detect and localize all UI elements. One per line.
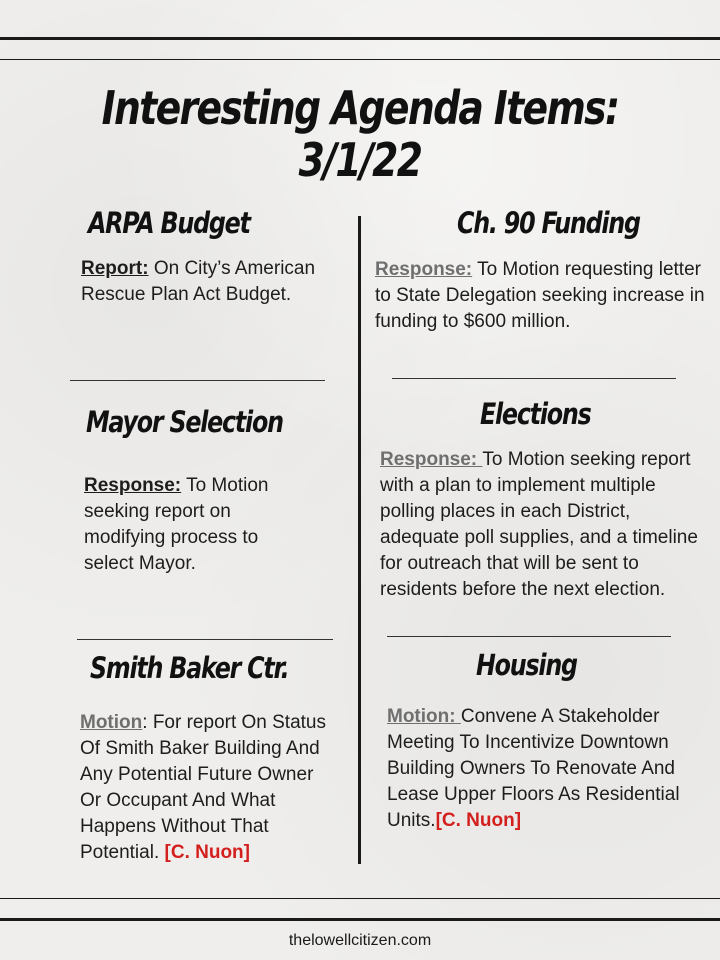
arpa-text: On City’s American Rescue Plan Act Budget. bbox=[81, 258, 316, 305]
smith-text: : For report On Status Of Smith Baker Building And Any Potential Future Owner Or Occupant And What Happens Without That Potential. bbox=[80, 712, 327, 863]
smith-label: Motion bbox=[80, 712, 143, 733]
column-divider bbox=[358, 216, 361, 864]
top-rule-thin bbox=[0, 59, 720, 60]
housing-heading: Housing bbox=[476, 648, 577, 682]
footer-website: thelowellcitizen.com bbox=[288, 932, 432, 949]
bottom-rule-thin bbox=[0, 898, 720, 899]
ch90-body bbox=[375, 257, 705, 335]
mayor-text: To Motion seeking report on modifying process to select Mayor. bbox=[84, 475, 269, 574]
elections-text: To Motion seeking report with a plan to implement multiple polling places in each District, adequate poll supplies, and a timeline for outreach that will be sent to residents before the next election. bbox=[380, 449, 698, 600]
smith-heading: Smith Baker Ctr. bbox=[90, 651, 289, 685]
mayor-heading: Mayor Selection bbox=[86, 405, 283, 439]
housing-label: Motion: bbox=[387, 706, 461, 727]
bottom-rule-thick bbox=[0, 918, 720, 921]
top-rule-thick bbox=[0, 37, 720, 40]
page-title bbox=[65, 82, 655, 186]
arpa-body bbox=[81, 256, 326, 308]
arpa-heading: ARPA Budget bbox=[88, 206, 250, 240]
ch90-heading: Ch. 90 Funding bbox=[457, 206, 640, 240]
right-separator-2 bbox=[387, 636, 671, 637]
smith-body bbox=[80, 710, 335, 866]
elections-body bbox=[380, 447, 702, 603]
title-line-2: 3/1/22 bbox=[298, 133, 422, 187]
arpa-label: Report: bbox=[81, 258, 149, 279]
housing-body bbox=[387, 704, 707, 834]
ch90-label: Response: bbox=[375, 259, 473, 280]
housing-text: Convene A Stakeholder Meeting To Incentivize Downtown Building Owners To Renovate And Lease Upper Floors As Residential Units. bbox=[387, 706, 680, 831]
ch90-text: To Motion requesting letter to State Delegation seeking increase in funding to $600 million. bbox=[375, 259, 705, 332]
title-line-1: Interesting Agenda Items: bbox=[101, 81, 619, 135]
mayor-body bbox=[84, 473, 309, 577]
mayor-label: Response: bbox=[84, 475, 182, 496]
smith-sponsor: [C. Nuon] bbox=[164, 842, 250, 863]
elections-label: Response: bbox=[380, 449, 483, 470]
left-separator-1 bbox=[70, 380, 325, 381]
right-separator-1 bbox=[392, 378, 676, 379]
housing-sponsor: [C. Nuon] bbox=[435, 810, 522, 831]
elections-heading: Elections bbox=[480, 397, 591, 431]
left-separator-2 bbox=[77, 639, 333, 640]
